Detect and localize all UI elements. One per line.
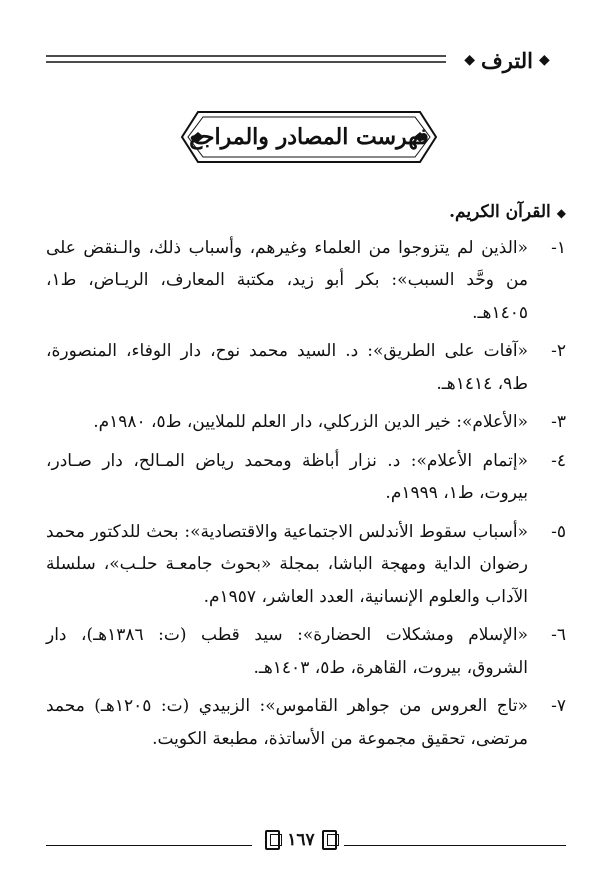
diamond-bullet-icon: ◆ [556,206,566,220]
entry-text: «أسباب سقوط الأندلس الاجتماعية والاقتصادية»: بحث للدكتور محمد رضوان الداية ومهجة الباشا، بمجلة «بحوث جامعـة حلـب»، سلسلة الآداب والعلوم الإنسانية، العدد العاشر، ١٩٥٧م. [46,521,528,607]
entry-text: «الذين لم يتزوجوا من العلماء وغيرهم، وأسباب ذلك، والـنقض على من وحَّد السبب»: بكر أبو زيد، مكتبة المعارف، الريـاض، ط١، ١٤٠٥هـ. [46,237,528,323]
page-number: ١٦٧ [287,830,315,850]
references-list [46,196,566,761]
section-title: فهرست المصادر والمراجع [189,124,429,150]
entry-text: «إتمام الأعلام»: د. نزار أباظة ومحمد رياض المـالح، دار صـادر، بيروت، ط١، ١٩٩٩م. [46,450,528,503]
entry-number: ٢- [551,341,566,361]
entry-number: ٧- [551,696,566,716]
quran-item [46,196,566,230]
page-number-box [258,825,344,855]
book-icon [265,830,280,850]
entry-number: ٥- [551,521,566,542]
reference-entry [46,406,566,439]
entry-text: «الأعلام»: خير الدين الزركلي، دار العلم للملايين، ط٥، ١٩٨٠م. [93,412,528,432]
reference-entry [46,445,566,510]
page-footer [46,825,566,855]
footer-rule-left [46,845,252,846]
entry-text: «تاج العروس من جواهر القاموس»: الزبيدي (ت: ١٢٠٥هـ) محمد مرتضى، تحقيق مجموعة من الأساتذة، مطبعة الكويت. [46,696,528,749]
quran-label: القرآن الكريم. [449,202,551,222]
running-header [46,40,566,80]
header-title-text: ◆ الترف [481,47,533,73]
entry-text: «الإسلام ومشكلات الحضارة»: سيد قطب (ت: ١٣٨٦هـ)، دار الشروق، بيروت، القاهرة، ط٥، ١٤٠٣هـ. [46,625,528,678]
entry-number: ١- [551,237,566,258]
entry-number: ٣- [551,412,566,432]
entry-number: ٤- [551,450,566,471]
entry-number: ٦- [551,625,566,645]
section-title-frame [178,108,440,166]
book-icon [322,830,337,850]
reference-entry [46,232,566,330]
footer-rule-right [344,845,566,846]
reference-entry [46,516,566,614]
header-title [448,40,566,80]
entry-text: «آفات على الطريق»: د. السيد محمد نوح، دار الوفاء، المنصورة، ط٩، ١٤١٤هـ. [46,341,528,394]
reference-entry [46,619,566,684]
reference-entry [46,690,566,755]
reference-entry [46,335,566,400]
